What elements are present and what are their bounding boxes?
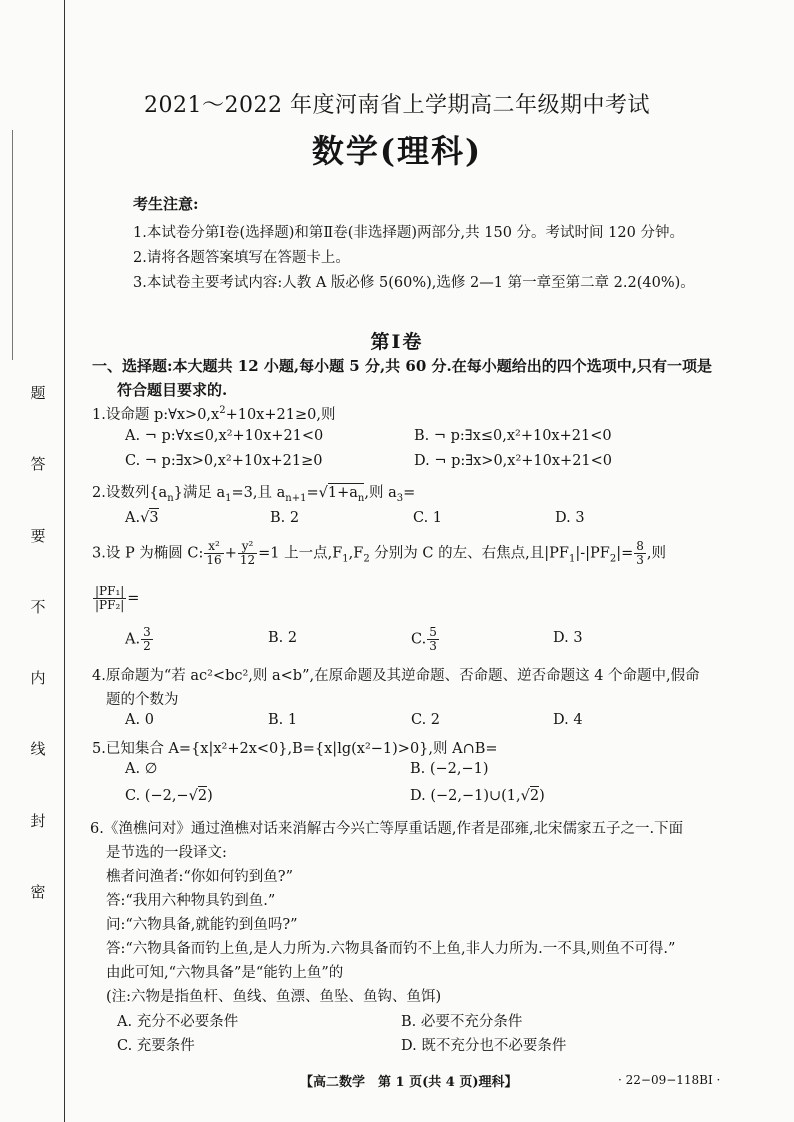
question-1: 1.设命题 $p:\forall x>0,x^2+10x+21\ge 0$,则 (92, 405, 336, 423)
question-6-prompt: 由此可知,“六物具备”是“能钓上鱼”的 (106, 965, 344, 981)
seal-char: 要 (30, 526, 46, 545)
q4-option-d: D. 4 (553, 712, 583, 728)
q2-option-b: B. 2 (270, 510, 300, 526)
q2-option-a: A.√3 (125, 510, 159, 526)
question-3: 3.设 P 为椭圆 C: $\frac{\text{x²}}{16}$ + $\frac{\text{y²}}{12}$ =1 上一点$,F_1,F_2$ 分别为 C 的左、右焦点,且$|PF_1|-|PF_2|=$ $\frac{8}{3}$ ,则 (92, 539, 666, 568)
subject-title: 数学(理科) (311, 132, 483, 170)
question-4: 4.原命题为“若 ac²<bc²,则 a<b”,在原命题及其逆命题、否命题、逆否命题这 4 个命题中,假命 (92, 668, 700, 684)
paper-code: · 22−09−118BI · (618, 1073, 721, 1087)
exam-title: 2021～2022 年度河南省上学期高二年级期中考试 (144, 93, 650, 118)
question-6-note: (注:六物是指鱼杆、鱼线、鱼漂、鱼坠、鱼钩、鱼饵) (106, 989, 442, 1005)
seal-char: 封 (30, 811, 46, 830)
seal-char: 答 (30, 455, 46, 474)
seal-char: 密 (30, 882, 46, 901)
question-4-cont: 题的个数为 (106, 692, 179, 708)
seal-char: 线 (30, 740, 46, 759)
q4-option-a: A. 0 (125, 712, 154, 728)
part-title: 第Ⅰ卷 (370, 331, 424, 353)
q6-option-a: A. 充分不必要条件 (117, 1014, 239, 1030)
q4-option-c: C. 2 (411, 712, 441, 728)
q3-option-d: D. 3 (553, 630, 583, 646)
q3-option-c: C. $\frac{5}{3}$ (411, 625, 437, 654)
q4-option-b: B. 1 (268, 712, 298, 728)
section-heading: 一、选择题:本大题共 12 小题,每小题 5 分,共 60 分.在每小题给出的四个选项中,只有一项是 (92, 357, 712, 375)
q5-option-d: D. (−2,−1)∪(1,√2) (410, 788, 545, 804)
q3-option-a: A. $\frac{3}{2}$ (125, 625, 151, 654)
q3-option-b: B. 2 (268, 630, 298, 646)
page-footer: 【高二数学 第 1 页(共 4 页)理科】 (300, 1075, 518, 1090)
seal-instruction (24, 382, 52, 902)
q6-option-b: B. 必要不充分条件 (401, 1014, 523, 1030)
q1-option-d: D. ¬ p:∃x>0,x²+10x+21<0 (414, 453, 613, 469)
question-6-dialogue: 答:“六物具备而钓上鱼,是人力所为.六物具备而钓不上鱼,非人力所为.一不具,则鱼不可得.” (106, 941, 676, 957)
seal-char: 内 (30, 669, 46, 688)
notice-item: 2.请将各题答案填写在答题卡上。 (133, 250, 350, 266)
question-6-dialogue: 樵者问渔者:“你如何钓到鱼?” (106, 869, 293, 885)
q2-option-d: D. 3 (555, 510, 585, 526)
question-6: 6.《渔樵问对》通过渔樵对话来消解古今兴亡等厚重话题,作者是邵雍,北宋儒家五子之一.下面 (90, 821, 684, 837)
notice-item: 3.本试卷主要考试内容:人教 A 版必修 5(60%),选修 2—1 第一章至第二章 2.2(40%)。 (133, 275, 695, 291)
q1-option-a: A. ¬ p:∀x≤0,x²+10x+21<0 (125, 428, 324, 444)
q2-option-c: C. 1 (413, 510, 443, 526)
question-6-cont: 是节选的一段译文: (106, 845, 227, 861)
q6-option-c: C. 充要条件 (117, 1038, 195, 1054)
q1-option-c: C. ¬ p:∃x>0,x²+10x+21≥0 (125, 453, 323, 469)
q5-option-c: C. (−2,−√2) (125, 788, 213, 804)
question-3-ratio: $\frac{\text{|PF₁|}}{\text{|PF₂|}}$ = (95, 584, 140, 613)
q5-option-b: B. (−2,−1) (410, 761, 489, 777)
seal-char: 不 (30, 597, 46, 616)
question-5: 5.已知集合 A={x|x²+2x<0},B={x|lg(x²−1)>0},则 A∩B= (92, 741, 498, 757)
notice-item: 1.本试卷分第Ⅰ卷(选择题)和第Ⅱ卷(非选择题)两部分,共 150 分。考试时间 120 分钟。 (133, 225, 684, 241)
q6-option-d: D. 既不充分也不必要条件 (401, 1038, 567, 1054)
question-6-dialogue: 答:“我用六种物具钓到鱼.” (106, 893, 276, 909)
notice-heading: 考生注意: (133, 195, 199, 213)
q5-option-a: A. ∅ (125, 761, 158, 777)
question-6-dialogue: 问:“六物具备,就能钓到鱼吗?” (106, 917, 298, 933)
seal-char: 题 (30, 384, 46, 402)
question-2: 2.设数列$\{a_n\}$满足 $a_1=3$,且 $a_{n+1}=√1+a_n$,则 $a_3=$ (92, 485, 416, 504)
section-heading-cont: 符合题目要求的. (117, 381, 228, 399)
q1-option-b: B. ¬ p:∃x≤0,x²+10x+21<0 (414, 428, 612, 444)
